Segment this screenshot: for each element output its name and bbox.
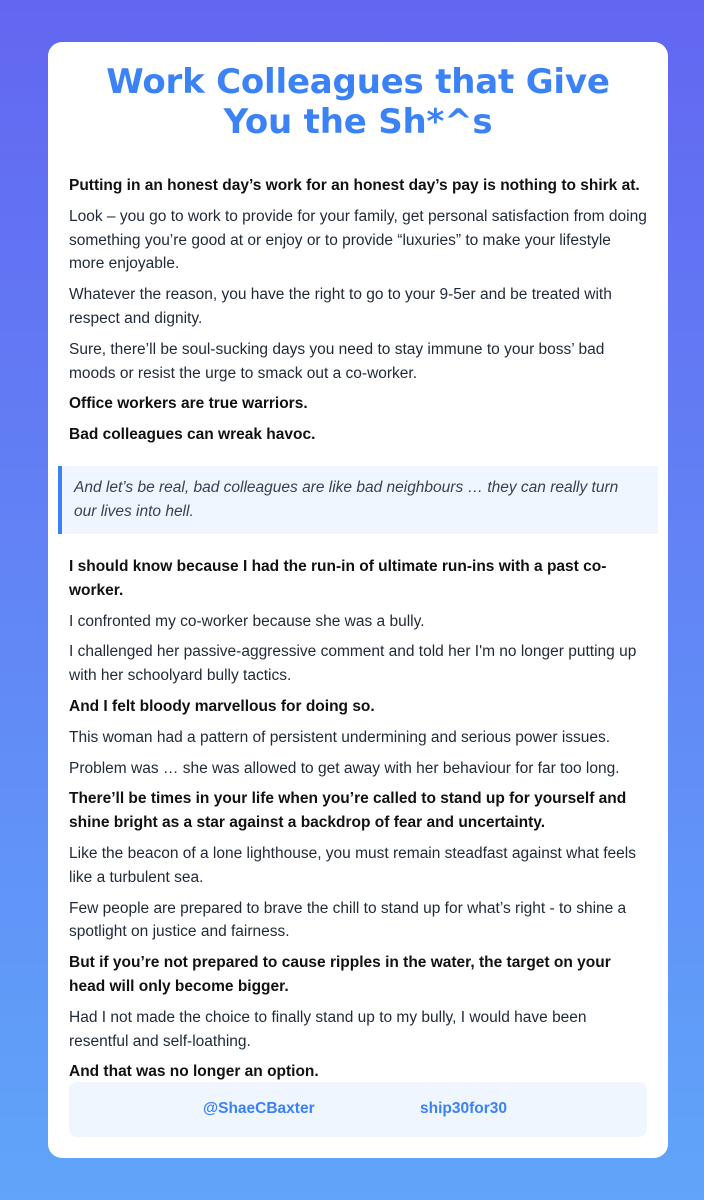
paragraph: Sure, there’ll be soul-sucking days you need to stay immune to your boss’ bad moods or resist the urge to smack out a co-worker. xyxy=(69,340,605,382)
paragraph: There’ll be times in your life when you’re called to stand up for yourself and shine bright as a star against a backdrop of fear and uncertainty. xyxy=(69,790,627,832)
paragraph: And that was no longer an option. xyxy=(69,1063,319,1081)
article-title: Work Colleagues that Give You the Sh*^s xyxy=(106,62,610,142)
paragraph: Few people are prepared to brave the chill to stand up for what’s right - to shine a spotlight on justice and fairness. xyxy=(69,899,627,941)
paragraph: Problem was … she was allowed to get away with her behaviour for far too long. xyxy=(69,759,620,777)
article-body-bottom xyxy=(69,555,647,1091)
article-card xyxy=(48,42,668,1158)
pull-quote-text: And let’s be real, bad colleagues are like bad neighbours … they can really turn our lives into hell. xyxy=(74,479,619,520)
paragraph: I challenged her passive-aggressive comment and told her I'm no longer putting up with her schoolyard bully tactics. xyxy=(69,643,637,685)
paragraph: This woman had a pattern of persistent undermining and serious power issues. xyxy=(69,728,611,746)
paragraph: I confronted my co-worker because she was a bully. xyxy=(69,612,425,630)
paragraph: Like the beacon of a lone lighthouse, you must remain steadfast against what feels like a turbulent sea. xyxy=(69,844,636,886)
paragraph: I should know because I had the run-in of ultimate run-ins with a past co-worker. xyxy=(69,558,607,599)
paragraph: Whatever the reason, you have the right to go to your 9-5er and be treated with respect and dignity. xyxy=(69,286,612,327)
hashtag-link[interactable]: ship30for30 xyxy=(420,1100,508,1117)
paragraph: Putting in an honest day’s work for an honest day’s pay is nothing to shirk at. xyxy=(69,177,640,194)
paragraph: And I felt bloody marvellous for doing so. xyxy=(69,697,375,715)
paragraph: Office workers are true warriors. xyxy=(69,395,308,413)
author-handle-link[interactable]: @ShaeCBaxter xyxy=(203,1100,315,1117)
article-body-top xyxy=(69,174,647,454)
paragraph: Look – you go to work to provide for your family, get personal satisfaction from doing something you’re good at or enjoy or to provide “luxuries” to make your lifestyle more enjoyable. xyxy=(69,207,647,273)
paragraph: But if you’re not prepared to cause ripples in the water, the target on your head will only become bigger. xyxy=(69,954,611,995)
paragraph: Had I not made the choice to finally stand up to my bully, I would have been resentful and self-loathing. xyxy=(69,1008,587,1050)
footer-bar xyxy=(69,1082,647,1137)
pull-quote xyxy=(58,466,658,534)
paragraph: Bad colleagues can wreak havoc. xyxy=(69,426,316,444)
